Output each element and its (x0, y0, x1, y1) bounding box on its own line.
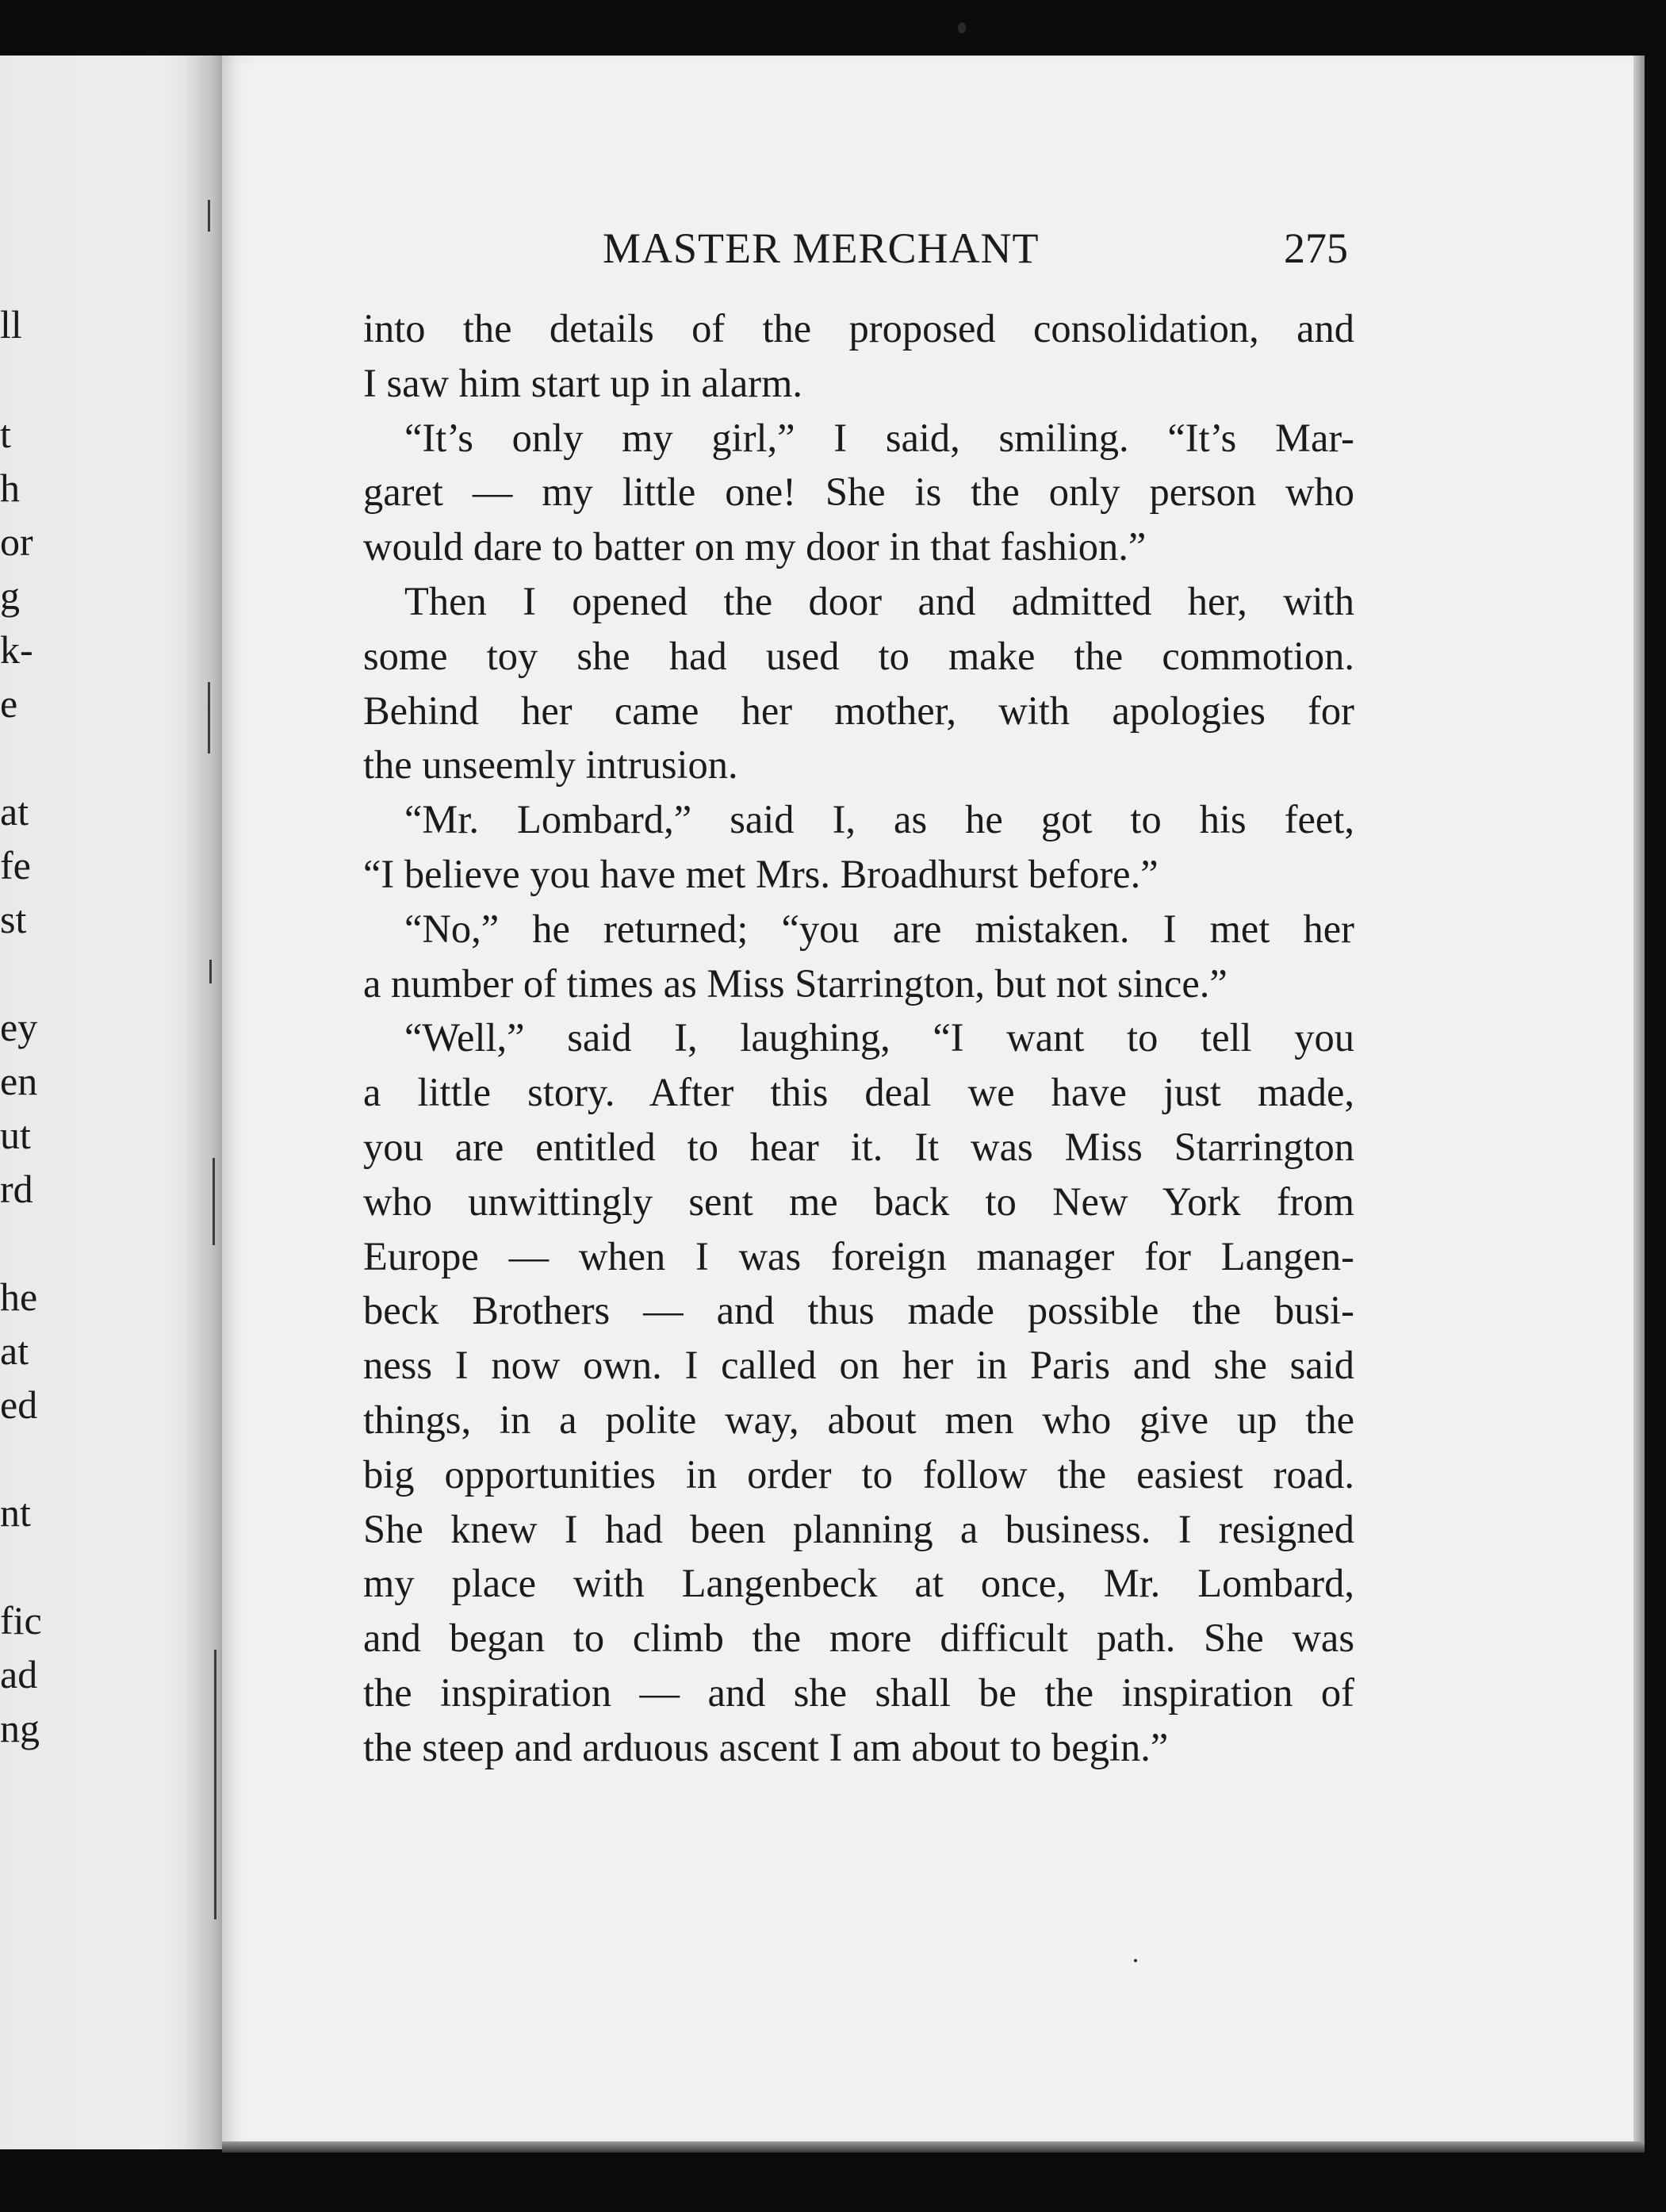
scan-speck (958, 22, 966, 33)
text-line: a little story. After this deal we have just made, (363, 1070, 1354, 1115)
fragment: ll (0, 302, 22, 347)
text-line: the unseemly intrusion. (363, 742, 738, 788)
text-line: into the details of the proposed consolidation, and (363, 306, 1354, 351)
fragment: rd (0, 1167, 33, 1211)
text-line: Behind her came her mother, with apologies for (363, 688, 1354, 733)
gutter-mark (213, 1158, 215, 1245)
text-line: She knew I had been planning a business. I resigned (363, 1506, 1354, 1551)
text-line: Europe — when I was foreign manager for Langen- (363, 1233, 1354, 1279)
fragment: fe (0, 843, 31, 887)
fragment: nt (0, 1490, 31, 1535)
text-line: Then I opened the door and admitted her, with (404, 578, 1354, 623)
page-number: 275 (1284, 224, 1348, 272)
fragment: at (0, 789, 29, 834)
text-line: “I believe you have met Mrs. Broadhurst before.” (363, 851, 1159, 896)
text-line: “Well,” said I, laughing, “I want to tell you (404, 1015, 1354, 1060)
fragment: e (0, 681, 18, 726)
text-line: I saw him start up in alarm. (363, 360, 802, 405)
gutter-mark (208, 682, 210, 753)
fragment: en (0, 1059, 38, 1103)
text-line: big opportunities in order to follow the easiest road. (363, 1451, 1354, 1497)
text-line: the inspiration — and she shall be the inspiration of (363, 1670, 1354, 1715)
text-line: beck Brothers — and thus made possible the busi- (363, 1288, 1354, 1333)
text-line: garet — my little one! She is the only person who (363, 470, 1354, 515)
text-line: things, in a polite way, about men who give up the (363, 1397, 1354, 1442)
body-text (363, 301, 1354, 1775)
running-head: MASTER MERCHANT (603, 224, 1040, 272)
fragment: ey (0, 1005, 38, 1049)
fragment: fic (0, 1598, 42, 1643)
text-line: and began to climb the more difficult path. She was (363, 1616, 1354, 1661)
fragment: g (0, 573, 20, 618)
fragment: ng (0, 1706, 40, 1750)
fragment: k- (0, 627, 33, 672)
scan-speck (1134, 1959, 1137, 1962)
fragment: h (0, 466, 20, 510)
text-line: “It’s only my girl,” I said, smiling. “It’s Mar- (404, 415, 1354, 460)
fragment: ad (0, 1652, 38, 1696)
fragment: st (0, 897, 27, 941)
gutter-mark (208, 200, 210, 232)
fragment: ed (0, 1382, 38, 1427)
fragment: ut (0, 1113, 31, 1157)
text-line: would dare to batter on my door in that fashion.” (363, 524, 1147, 569)
text-line: a number of times as Miss Starrington, but not since.” (363, 960, 1227, 1006)
text-line: some toy she had used to make the commotion. (363, 633, 1354, 678)
gutter-mark (214, 1650, 216, 1919)
text-line: my place with Langenbeck at once, Mr. Lombard, (363, 1561, 1354, 1606)
fragment: he (0, 1275, 38, 1319)
text-line: who unwittingly sent me back to New York from (363, 1179, 1354, 1224)
text-line: you are entitled to hear it. It was Miss Starrington (363, 1124, 1354, 1169)
page-edge (1633, 56, 1645, 2149)
text-line: ness I now own. I called on her in Paris and she said (363, 1343, 1354, 1388)
text-line: the steep and arduous ascent I am about to begin.” (363, 1724, 1169, 1769)
fragment: or (0, 519, 33, 564)
page-bottom-edge (222, 2141, 1645, 2153)
fragment: at (0, 1328, 29, 1373)
gutter-mark (209, 960, 212, 983)
page-header (363, 224, 1348, 279)
text-line: “No,” he returned; “you are mistaken. I met her (404, 906, 1354, 951)
text-line: “Mr. Lombard,” said I, as he got to his feet, (404, 797, 1354, 842)
fragment: t (0, 412, 11, 456)
